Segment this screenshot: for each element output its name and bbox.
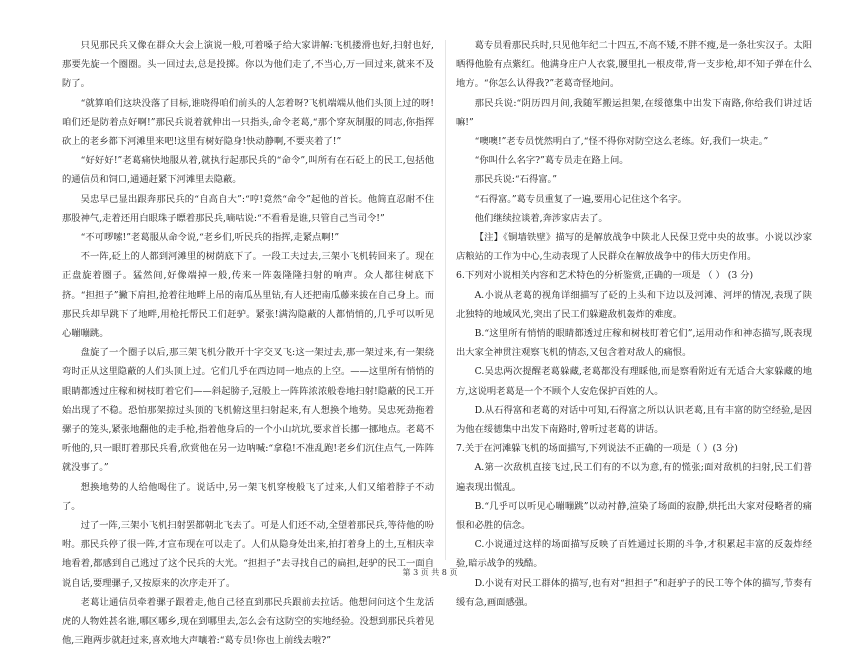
paragraph: 只见那民兵又像在群众大会上演说一般,可着嗓子给大家讲解:飞机搂滑也好,扫射也好,那要先旋一个圈圈。头一回过去,总是投掷。你以为他们走了,不当心,万一回过来,就来不及防了。 <box>62 40 434 90</box>
question-6-option-c: C.吴忠两次提醒老葛躲藏,老葛都没有理睬他,而是察看附近有无适合大家躲藏的地方,这说明老葛是一个不顾个人安危保护百姓的人。 <box>456 366 812 397</box>
column-divider <box>445 40 446 560</box>
right-column <box>456 36 812 612</box>
paragraph: “就算咱们这块没落了目标,谁晓得咱们前头的人怎着呀?飞机端端从他们头顶上过的呀!咱们还是防着点好啊!”那民兵说着就伸出一只指头,命令老葛,“那个穿灰制服的同志,你指挥砍上的老乡都下河滩里来吧!这里有树好隐身!快动静啊,不要夹着了!” <box>62 97 434 148</box>
story-paragraph: “噢噢!”老专员恍然明白了,“怪不得你对防空这么老练。好,我们一块走。” <box>474 136 769 148</box>
story-paragraph: 那民兵说:“阴历四月间,我随军搬运担架,在绥德集中出发下南路,你给我们讲过话嘛!” <box>456 97 812 128</box>
question-7-option-d: D.小说有对民工群体的描写,也有对“担担子”和赶驴子的民工等个体的描写,节奏有缓有急,画面感强。 <box>456 577 812 608</box>
paragraph: “不可啰嗦!”老葛服从命令说,“老乡们,听民兵的指挥,走紧点啊!” <box>80 232 340 244</box>
question-6-option-b: B.“这里所有悄悄的眼睛都透过庄稼和树枝盯着它们”,运用动作和神态描写,既表现出大家全神贯注观察飞机的情态,又包含着对敌人的痛恨。 <box>456 328 812 359</box>
page-number: 第 3 页 共 8 页 <box>402 568 458 577</box>
left-column <box>62 36 434 651</box>
paragraph: 吴忠早已显出跟奔那民兵的“自高自大”:“哼!竟然“命令”起他的首长。他简直忍耐不住那股神气,走着还用白眼珠子瞟着那民兵,嘀咕说:“不看看是谁,只管自己当司令!” <box>62 193 434 224</box>
question-7-option-c: C.小说通过这样的场面描写反映了百姓通过长期的斗争,才积累起丰富的反轰炸经验,暗示战争的残酷。 <box>456 539 812 570</box>
paragraph: 过了一阵,三架小飞机扫射罢都朝北飞去了。可是人们还不动,全望着那民兵,等待他的吩咐。那民兵停了很一阵,才宣布现在可以走了。人们从隐身处出来,拍打着身上的土,互相庆幸地看着,都感到自己逃过了这个民兵的大光。“担担子”去寻找自己的扁担,赶驴的民工一面自说自话,要理骡子,又按原来的次序走开了。 <box>62 520 434 589</box>
question-7-stem: 7.关于在河滩躲飞机的场面描写,下列说法不正确的一项是（ ）(3 分) <box>456 443 738 455</box>
question-6-stem: 6.下列对小说相关内容和艺术特色的分析鉴赏,正确的一项是 （ ） (3 分) <box>456 270 754 282</box>
story-paragraph: 葛专员看那民兵时,只见他年纪二十四五,不高不矮,不胖不瘦,是一条壮实汉子。太阳晒得他脸有点紫红。他满身庄户人衣裳,腰里扎一根皮带,背一支步枪,却不知子弹在什么地方。“你怎么认得我?”老葛奇怪地问。 <box>456 40 812 90</box>
question-7-option-a: A.第一次敌机直接飞过,民工们有的不以为意,有的慌张;面对敌机的扫射,民工们普遍表现出慌乱。 <box>456 462 812 493</box>
question-6-option-a: A.小说从老葛的视角详细描写了砭的上头和下边以及河滩、河坪的情况,表现了陕北独特的地域风光,突出了民工们躲避敌机轰炸的难度。 <box>456 289 812 320</box>
story-paragraph: 他们继续拉谈着,奔涉家店去了。 <box>474 212 608 224</box>
annotation-note: 【注】《铜墙铁壁》描写的是解放战争中陕北人民保卫党中央的故事。小说以沙家店粮站的工作为中心,生动表现了人民群众在解放战争中的伟大历史作用。 <box>456 232 812 263</box>
paragraph: 盘旋了一个圈子以后,那三架飞机分散开十字交叉飞:这一架过去,那一架过来,有一架绕弯时正从这里隐蔽的人们头顶上过。它们几乎在西边同一地点的上空。——这里所有悄悄的眼睛都透过庄稼和树枝盯着它们——斜起膀子,冠般上一阵阵浓浓般卷地扫射!隐蔽的民工开始出现了不稳。恐怕那架掠过头顶的飞机俯这里扫射起来,有人想换个地势。吴忠死劲拖着骡子的笼头,紧张地翻他的走手枪,指着他身后的一个小山坑坑,要求首长挪一挪地点。老葛不听他的,只一眼盯着那民兵看,欣赏他在另一边呐喊:“拿稳!不准乱跑!老乡们沉住点气,一阵阵就没事了。” <box>62 347 434 474</box>
question-6-option-d: D.从石得富和老葛的对话中可知,石得富之所以认识老葛,且有丰富的防空经验,是因为他在绥德集中出发下南路时,曾听过老葛的讲话。 <box>456 404 812 436</box>
story-paragraph: “你叫什么名字?”葛专员走在路上问。 <box>474 155 629 167</box>
question-7-option-b: B.“几乎可以听见心嘣嘣跳”以动衬静,渲染了场面的寂静,烘托出大家对侵略者的痛恨和必胜的信念。 <box>456 500 812 532</box>
paragraph: 想换地势的人给他喝住了。说话中,另一架飞机穿梭般飞了过来,人们又缩着脖子不动了。 <box>62 481 434 512</box>
paragraph: 老葛让通信员牵着骡子跟着走,他自己径直到那民兵跟前去拉话。他想问问这个生龙活虎的人物姓甚名谁,哪区哪乡,现在到哪里去,怎么会有这防空的实地经验。没想到那民兵着见他,三跑两步就赶过来,喜欢地大声嚷着:“葛专员!你也上前线去啦?” <box>62 596 434 647</box>
paragraph: 不一阵,砭上的人都到河滩里的树荫底下了。一段工夫过去,三架小飞机转回来了。现在正盘旋着圈子。猛然间,好像端掉一般,传来一阵轰隆隆扫射的响声。众人都往树底下挤。“担担子”撇下肩担,抢着往地畔上吊的南瓜丛里钻,有人还把南瓜藤来拔在自己身上。而那民兵却早跳下了地畔,用枪托帮民工们赶驴。紧张!满沟隐蔽的人都悄悄的,几乎可以听见心嘣嘣跳。 <box>62 251 434 340</box>
paragraph: “好好好!”老葛痛快地服从着,就执行起那民兵的“命令”,叫所有在石砭上的民工,包括他的通信员和饲口,通通赶紧下河滩里去隐蔽。 <box>62 155 434 186</box>
story-paragraph: “石得富。”葛专员重复了一遍,要用心记住这个名字。 <box>474 193 687 205</box>
story-paragraph: 那民兵说:“石得富。” <box>474 174 557 186</box>
